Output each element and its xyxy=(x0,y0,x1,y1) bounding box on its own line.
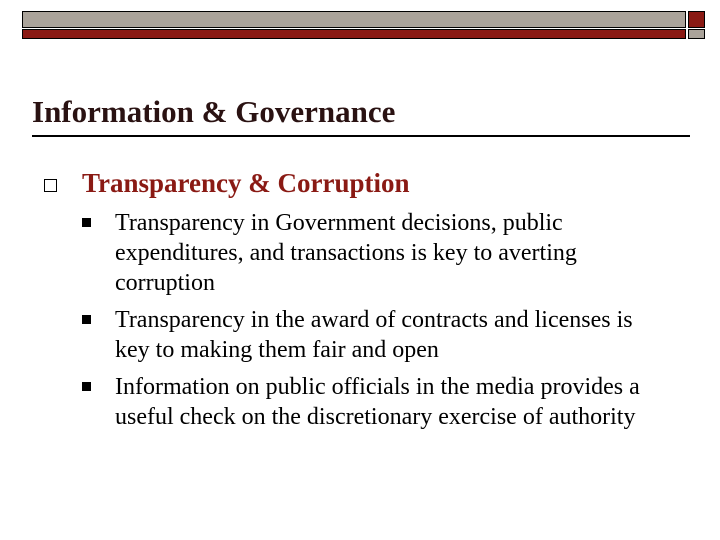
filled-square-icon xyxy=(82,218,91,227)
filled-square-icon xyxy=(82,315,91,324)
section-heading-row xyxy=(44,168,410,199)
filled-square-icon xyxy=(82,382,91,391)
corner-square-red xyxy=(688,11,705,28)
list-item xyxy=(82,208,682,298)
list-item-text: Transparency in the award of contracts and licenses is key to making them fair and open xyxy=(115,307,633,363)
bullet-list xyxy=(82,208,682,439)
header-band-gray xyxy=(22,11,686,28)
corner-square-gray xyxy=(688,29,705,39)
list-item xyxy=(82,305,682,365)
hollow-square-icon xyxy=(44,179,57,192)
title-underline xyxy=(32,135,690,137)
header-band-red xyxy=(22,29,686,39)
list-item xyxy=(82,372,682,432)
slide-title: Information & Governance xyxy=(32,94,396,129)
list-item-text: Transparency in Government decisions, public expenditures, and transactions is key to averting corruption xyxy=(115,210,577,296)
list-item-text: Information on public officials in the media provides a useful check on the discretionary exercise of authority xyxy=(115,374,640,430)
section-heading: Transparency & Corruption xyxy=(82,168,410,198)
